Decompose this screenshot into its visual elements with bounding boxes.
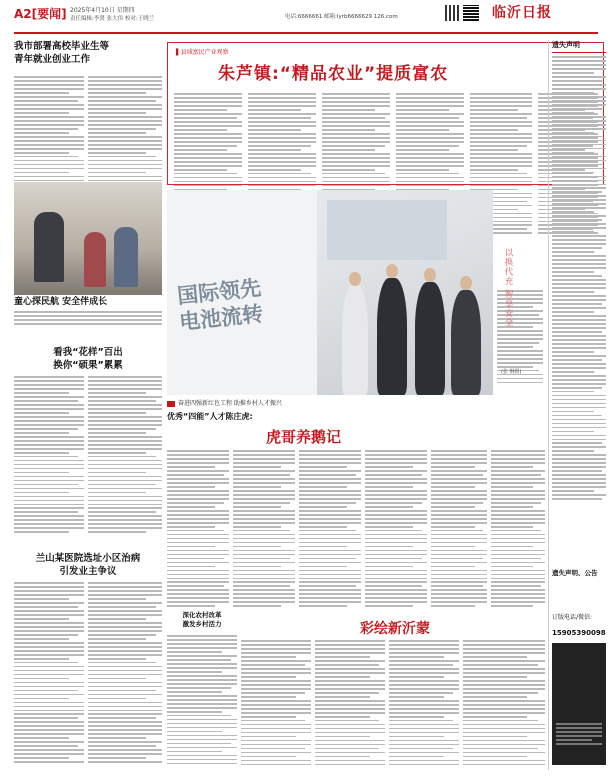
sidebar-title: 遗失声明 (552, 40, 606, 53)
article-text (389, 640, 459, 765)
left-column (14, 40, 162, 70)
article-text (463, 640, 545, 765)
article-text (365, 450, 427, 607)
photo-caption (14, 296, 162, 325)
photo-person-head (386, 264, 398, 278)
newspaper-logo: 临沂日报 (492, 5, 552, 21)
article-text (88, 582, 162, 763)
article-subtitle: 激发乡村活力 (182, 620, 222, 628)
section-name: [要闻] (31, 7, 67, 21)
article-headline: 青年就业创业工作 (14, 54, 91, 65)
section-banner (167, 398, 547, 407)
contact-info: 电话:6666661 邮箱:lyrb6666629 126.com (285, 14, 398, 20)
article-text (241, 640, 311, 765)
photo-person (415, 282, 445, 395)
article-headline: 我市部署高校毕业生等 (14, 41, 110, 52)
article-text (315, 640, 385, 765)
article-subtitle: 深化农村改革 (182, 611, 222, 619)
article-text (431, 450, 487, 607)
article-subtitle-box (167, 610, 237, 628)
sidebar-title: 遗失声明、公告 (552, 569, 598, 577)
feature-headline: 朱芦镇:“精品农业”提质富农 (218, 64, 449, 84)
page-number (14, 5, 67, 22)
article-photo (14, 182, 162, 295)
photo-figure (34, 212, 64, 282)
advertisement-box (552, 643, 606, 765)
photo-person-head (424, 268, 436, 282)
page-number-text: A2 (14, 7, 32, 21)
photo-person-head (460, 276, 472, 290)
photo-figure (84, 232, 106, 287)
section-banner-text: 奋进四强新红色工程 助推乡村人才振兴 (178, 400, 282, 407)
article-text (167, 450, 229, 607)
photo-person-head (349, 272, 361, 286)
masthead (0, 0, 612, 38)
photo-ceiling (327, 200, 447, 260)
article-headline: 换你“硕果”累累 (53, 360, 123, 371)
notice-sidebar (548, 40, 606, 770)
article-block (14, 552, 162, 578)
article-headline: 兰山某医院选址小区治病 (35, 553, 141, 564)
article-headline: 引发业主争议 (59, 566, 117, 577)
article-text (167, 635, 237, 764)
article-text (233, 450, 295, 607)
article-text (14, 76, 84, 197)
article-headline: 虎哥养鹅记 (266, 428, 342, 446)
article-text (88, 76, 162, 197)
article-block (14, 346, 162, 372)
qr-code-icon (463, 5, 479, 21)
photo-credit: (张 桐摄) (501, 369, 522, 375)
section-bar-icon (167, 401, 175, 407)
photo-person (451, 290, 481, 395)
article-text (491, 450, 545, 607)
photo-wall-text: 国际领先 (176, 275, 263, 309)
photo-vertical-slogan: 以换代充 智享安全 (503, 248, 513, 328)
photo-wall-text: 电池流转 (178, 301, 265, 335)
photo-figure (114, 227, 138, 287)
header-divider (14, 32, 598, 34)
photo-person (377, 278, 407, 395)
article-text (14, 582, 84, 763)
qr-code-icon (445, 5, 461, 21)
article-text (88, 376, 162, 533)
subscribe-label: 订版电话/微信: (552, 614, 593, 621)
article-text (299, 450, 361, 607)
feature-tag: ▌县域富民产业观察 (176, 49, 229, 56)
article-headline: 看我“花样”百出 (53, 347, 123, 358)
feature-article-box (167, 42, 604, 185)
main-news-photo (167, 190, 493, 395)
photo-caption-title: 童心探民航 安全伴成长 (14, 297, 108, 307)
article-subtitle: 优秀“四能”人才陈庄虎: (167, 412, 253, 421)
article-headline: 彩绘新沂蒙 (360, 621, 430, 637)
subscribe-phone: 15905390098 (552, 629, 606, 637)
feature-tag-text: 县域富民产业观察 (180, 49, 229, 56)
article-text (14, 376, 84, 533)
publication-date: 2025年4月10日 星期四 (70, 7, 135, 14)
editor-credits: 责任编辑:李贤 张大伟 校对:王晓兰 (70, 16, 155, 22)
photo-person (342, 285, 368, 395)
